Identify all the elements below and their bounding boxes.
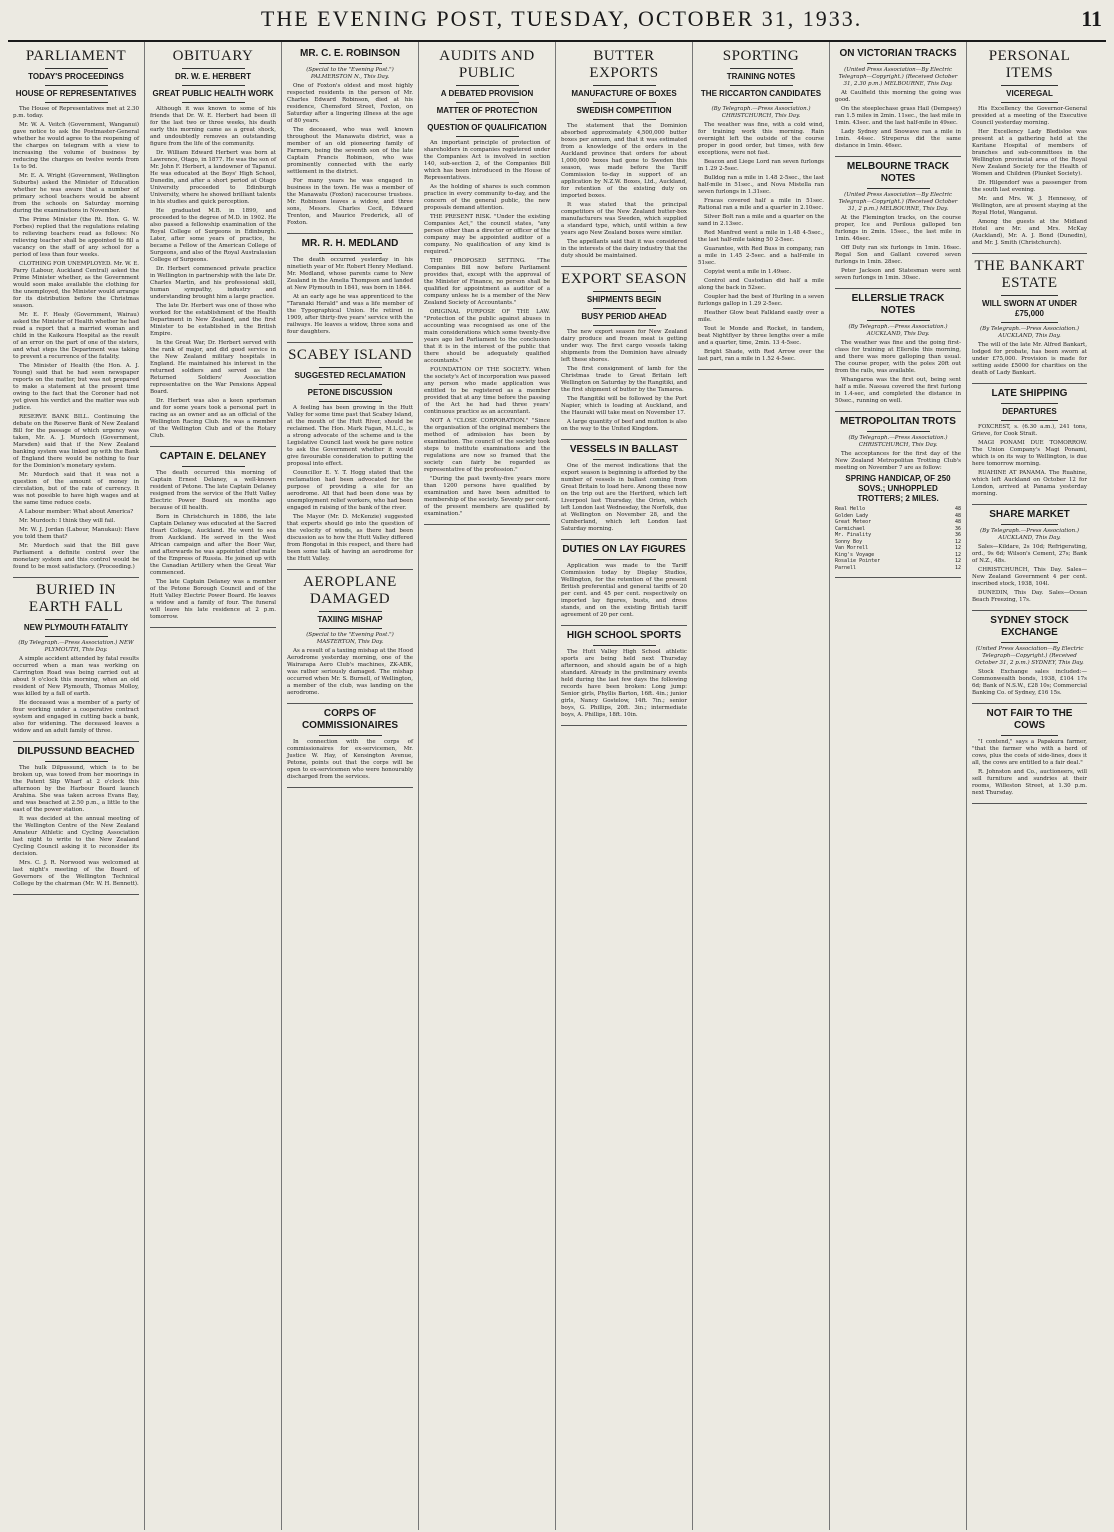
article <box>698 48 824 363</box>
headline-rule <box>45 85 108 86</box>
article-headline: MR. R. H. MEDLAND <box>301 238 399 249</box>
table-cell: 48 <box>954 512 961 519</box>
headline-rule <box>867 63 930 64</box>
article-paragraph: Bulldog ran a mile in 1.48 2-5sec., the last half-mile in 51sec., and Nova Mistella ran seven furlongs in 1.31sec. <box>698 175 824 195</box>
column <box>145 42 282 1530</box>
article-paragraph: Red Manfred went a mile in 1.48 4-5sec., the last half-mile taking 50 2-5sec. <box>698 230 824 243</box>
table-row <box>835 565 961 572</box>
article-paragraph: Mr. Murdoch said that the Bill gave Parliament a definite control over the monetary system and this control would be found to be most satisfactory. (Proceeding.) <box>13 543 139 570</box>
article-paragraph: At an early age he was apprenticed to the "Taranaki Herald" and was a life member of the Typographical Union. He retired in 1909, after thirty-five years' service with the railways. He leaves a widow, three sons and four daughters. <box>287 294 413 335</box>
headline-rule <box>1001 642 1059 643</box>
table-cell: Great Meteor <box>835 519 872 525</box>
headline-rule <box>45 619 108 620</box>
article-dateline: (By Telegraph.—Press Association.) AUCKLAND, This Day. <box>979 326 1080 339</box>
headline-rule <box>593 325 656 326</box>
headline-rule <box>45 761 108 762</box>
column <box>419 42 556 1530</box>
article <box>835 416 961 571</box>
story-divider <box>972 383 1087 384</box>
headline-rule <box>867 320 930 321</box>
table-cell: Parnell <box>835 564 857 571</box>
article <box>287 708 413 781</box>
table-cell: 36 <box>954 525 961 532</box>
article-paragraph: "I contend," says a Papakura farmer, "that the farmer who with a herd of cows, plus the costs of side-lines, does it all, the cows are entitled to a fair deal." <box>972 739 1087 766</box>
article-headline: BURIED IN EARTH FALL <box>28 582 124 615</box>
article-headline: NOT FAIR TO THE COWS <box>986 708 1073 731</box>
article-paragraph: Mrs. C. J. R. Norwood was welcomed at last night's meeting of the Board of Governors of the Wellington Technical College by the chairman (Mr. W. H. Bennett). <box>13 860 139 887</box>
story-divider <box>972 253 1087 254</box>
article-paragraph: He graduated M.B. in 1899, and proceeded to the degree of M.D. in 1902. He also passed a fellowship examination of the Royal College of Surgeons in Edinburgh. Later, after some years of practice, he became a Fellow of the American College of Surgeons, and also of the Royal Australasian College of Surgeons. <box>150 208 276 263</box>
table-cell: 12 <box>954 551 961 558</box>
article-paragraph: As a result of a taxiing mishap at the Hood Aerodrome yesterday morning, one of the Wairarapa Aero Club's machines, ZK-ABK, was rather seriously damaged. The mishap occurred when Mr. S. Burnell, of Wellington, a member of the club, was landing on the aerodrome. <box>287 648 413 696</box>
article-paragraph: He deceased was a member of a party of four working under a cooperative contract system and engaged in cutting back a bank, also for widening. The deceased leaves a widow and an adult family of three. <box>13 700 139 734</box>
article-paragraph: The late Dr. Herbert was one of those who worked for the establishment of the Health Department in New Zealand, and the first Minister to be established in the British Empire. <box>150 303 276 337</box>
article-subhead: VICEREGAL <box>1006 89 1053 98</box>
table-cell: Carmichael <box>835 525 866 532</box>
article-headline: PARLIAMENT <box>25 48 127 64</box>
article-paragraph: Her Excellency Lady Bledisloe was present at a gathering held at the Karitane Hospital of members of branches and sub-committees in the Wellington provincial area of the Royal New Zealand Society for the Health of Women and Children (Plunket Society). <box>972 129 1087 177</box>
article-paragraph: THE PROPOSED SETTING. "The Companies Bill now before Parliament provides that, except with the approval of the Minister of Finance, no person shall be qualified for appointment as auditor of a company unless he is a member of the New Zealand Society of Accountants." <box>424 258 550 306</box>
headline-rule <box>319 628 382 629</box>
article-paragraph: One of the merest indications that the export season is beginning is afforded by the number of vessels in ballast coming from Great Britain to load here. Among these now on the trip out are the Hertford, which left Liverpool last Thursday, the Orion, which left London last Wednesday, the Norfolk, due at Wellington on November 28, and the Cumberland, which left London last Saturday morning. <box>561 463 687 532</box>
table-cell: King's Voyage <box>835 551 875 558</box>
article-headline: SHARE MARKET <box>989 509 1070 520</box>
article-paragraph: Dr. Herbert commenced private practice in Wellington in partnership with the late Dr. Charles Martin, and his professional skill, human sympathy, industry and understanding brought him a large practice. <box>150 266 276 300</box>
article-paragraph: Although it was known to some of his friends that Dr. W. E. Herbert had been ill for the last two or three weeks, his death early this morning came as a great shock, and undoubtedly removes an outstanding figure from the life of the community. <box>150 106 276 147</box>
table-cell: 12 <box>954 545 961 551</box>
headline-rule <box>319 253 382 254</box>
story-divider <box>287 342 413 343</box>
article-paragraph: The weather was fine, with a cold wind, for training work this morning. Rain overnight left the outside of the course proper in good order, but times, with few exceptions, were not fast. <box>698 122 824 156</box>
article <box>561 48 687 260</box>
article-paragraph: Mr. and Mrs. W. J. Hennessy, of Wellington, are at present staying at the Royal Hotel, Wanganui. <box>972 196 1087 216</box>
article-subhead: WILL SWORN AT UNDER £75,000 <box>982 299 1077 318</box>
article-headline: VESSELS IN BALLAST <box>569 444 679 455</box>
article-paragraph: Dr. William Edward Herbert was born at Lawrence, Otago, in 1877. He was the son of Mr. John F. Herbert, a landowner of Tapanui. He was educated at the Boys' High School, Dunedin, and after a short period at Otago University proceeded to Edinburgh University, where he showed brilliant talents in his studies and quick perception. <box>150 150 276 205</box>
article-headline: THE BANKART ESTATE <box>974 258 1085 291</box>
article <box>287 238 413 336</box>
article-headline: MR. C. E. ROBINSON <box>299 48 400 59</box>
article-dateline: (United Press Association—By Electric Telegraph—Copyright.) (Received October 31, 2.30 p.m.) MELBOURNE, This Day. <box>838 67 958 87</box>
headline-rule <box>319 735 382 736</box>
table-cell: 48 <box>954 519 961 525</box>
article-paragraph: The death occurred this morning of Captain Ernest Delaney, a well-known resident of Petone. The late Captain Delaney resigned from the service of the Hutt Valley Electric Power Board six months ago because of ill health. <box>150 470 276 511</box>
column <box>967 42 1092 1530</box>
article-paragraph: The new export season for New Zealand dairy produce and frozen meat is getting under way. The first cargo vessels taking shipments from the Dominion have already left these shores. <box>561 329 687 363</box>
story-divider <box>561 625 687 626</box>
article <box>287 574 413 697</box>
story-divider <box>972 703 1087 704</box>
article <box>561 630 687 719</box>
article-subhead: THE RICCARTON CANDIDATES <box>700 89 822 98</box>
article-dateline: (By Telegraph.—Press Association.) NEW PLYMOUTH, This Day. <box>18 640 134 653</box>
article-paragraph: It was stated that the principal competitors of the New Zealand butter-box manufacturers was Sweden, which supplied a standard type, which, until within a few years ago New Zealand boxes were similar. <box>561 202 687 236</box>
article-headline: ON VICTORIAN TRACKS <box>839 48 957 59</box>
article-paragraph: The Minister of Health (the Hon. A. J. Young) said that he had seen newspaper reports on the matter, but was not prepared to make a statement at the present time owing to the fact that the Coroner had not yet given his verdict and the matter was sub judice. <box>13 363 139 411</box>
article-paragraph: Whangaroa was the first out, being sent half a mile. Nassau covered the first furlong in 1.4-sec, and completed the distance in 50sec., running on well. <box>835 377 961 404</box>
article-paragraph: Councillor E. Y. T. Hogg stated that the reclamation had been advocated for the purpose of providing a site for an aerodrome. All that had been done was by unemployment relief workers, who had been engaged in raising of the bank of the river. <box>287 470 413 511</box>
article-paragraph: MAGI PONAMI DUE TOMORROW. The Union Company's Magi Ponami, which is on its way to Wellington, is due here tomorrow morning. <box>972 440 1087 467</box>
story-divider <box>150 627 276 628</box>
article-paragraph: Silver Bolt ran a mile and a quarter on the sand in 2.13sec. <box>698 214 824 227</box>
article-paragraph: The late Captain Delaney was a member of the Petone Borough Council and of the Hutt Valley Electric Power Board. He leaves a widow and a family of four. The funeral will leave his late residence at 2 p.m. tomorrow. <box>150 579 276 620</box>
article-paragraph: FOUNDATION OF THE SOCIETY. When the society's Act of incorporation was passed any person who made application was entitled to be registered as a member provided that at any time before the passing of the Act he had had three years' continuous practice as an accountant. <box>424 367 550 415</box>
story-divider <box>835 156 961 157</box>
story-divider <box>13 577 139 578</box>
article-paragraph: The deceased, who was well known throughout the Manawatu district, was a member of an old pioneering family of Farmers, being the seventh son of the late Captain Francis Robinson, who was prominently connected with the early settlement in the district. <box>287 127 413 175</box>
article-paragraph: CHRISTCHURCH, This Day. Sales—New Zealand Government 4 per cent. inscribed stock, 1938, 104l. <box>972 567 1087 587</box>
story-divider <box>561 439 687 440</box>
article-headline: ELLERSLIE TRACK NOTES <box>851 293 945 316</box>
story-divider <box>13 741 139 742</box>
article-headline: SPORTING <box>722 48 800 64</box>
column <box>830 42 967 1530</box>
article-dateline: (United Press Association—By Electric Telegraph—Copyright.) (Received October 31, 2 p.m.) MELBOURNE, This Day. <box>838 192 958 212</box>
headline-rule <box>730 102 793 103</box>
article-paragraph: On the steeplechase grass Hail (Dempsey) ran 1.5 miles in 2min. 11sec., the last mile in 1min. 43sec. and the last half-mile in 49sec. <box>835 106 961 126</box>
column <box>282 42 419 1530</box>
article-paragraph: For many years he was engaged in business in the town. He was a member of the Manawatu (Foxton) racecourse trustees. Mr. Robinson leaves a widow, and three sons, Messrs. Charles Cecil, Edward Trenton, and Maurice Frederick, all of Foxton. <box>287 178 413 226</box>
story-divider <box>561 266 687 267</box>
article-headline: MELBOURNE TRACK NOTES <box>846 161 950 184</box>
article-paragraph: DUNEDIN, This Day. Sales—Ocean Beach Freezing, 17s. <box>972 590 1087 603</box>
masthead <box>8 6 1106 42</box>
article <box>972 258 1087 377</box>
article <box>13 582 139 735</box>
article <box>287 347 413 563</box>
article-headline: LATE SHIPPING <box>991 388 1068 399</box>
article-subhead: MATTER OF PROTECTION <box>436 106 538 115</box>
article-paragraph: Stock Exchange sales included:—Commonwealth bonds, 1938, £104 17s 6d; Bank of N.S.W., £28 10s; Commercial Banking Co. of Sydney, £16 15s. <box>972 669 1087 696</box>
article-subhead: PETONE DISCUSSION <box>307 388 393 397</box>
article-paragraph: THE PRESENT RISK. "Under the existing Companies Act," the council states, "any person other than a director or officer of the company may be appointed auditor of a company. No qualification of any kind is required." <box>424 214 550 255</box>
article-paragraph: Heather Glow beat Falkland easily over a mile. <box>698 310 824 323</box>
headline-rule <box>319 401 382 402</box>
headline-rule <box>456 136 519 137</box>
article <box>972 615 1087 697</box>
article-subhead: SUGGESTED RECLAMATION <box>294 371 406 380</box>
article <box>561 271 687 433</box>
article-paragraph: CLOTHING FOR UNEMPLOYED. Mr. W. E. Parry (Labour, Auckland Central) asked the Prime Minister whether, as the Government would soon make available the clothing for the unemployed, the Minister would arrange for its distribution before the Christmas season. <box>13 261 139 309</box>
article-paragraph: The weather was fine and the going first-class for training at Ellerslie this morning, and there was more galloping than usual. The course proper, with the poles 20ft out from the rails, was available. <box>835 340 961 374</box>
article <box>13 48 139 571</box>
table-cell: Rosalie Pointer <box>835 558 881 564</box>
article-paragraph: Bright Shade, with Red Arrow over the last part, ran a mile in 1.52 4-5sec. <box>698 349 824 362</box>
table-cell: 12 <box>954 558 961 564</box>
headline-rule <box>45 102 108 103</box>
article-paragraph: A Labour member: What about America? <box>19 509 134 515</box>
article-dateline: (By Telegraph.—Press Association.) AUCKLAND, This Day. <box>848 324 948 337</box>
article-paragraph: A large quantity of beef and mutton is also on the way to the United Kingdom. <box>561 419 687 432</box>
article-paragraph: Sales—Kildare, 2s 10d; Refrigerating, ord., 9s 6d; Wilson's Cement, 27s; Bank of N.Z., 48s. <box>972 544 1087 564</box>
headline-rule <box>593 102 656 103</box>
article-paragraph: ORIGINAL PURPOSE OF THE LAW. "Protection of the public against abuses in accounting was recognised as one of the main considerations which some twenty-five years ago led Parliament to the conclusion that it is in the interest of the public that there should be adequately qualified accountants." <box>424 309 550 364</box>
article-subhead: GREAT PUBLIC HEALTH WORK <box>152 89 274 98</box>
masthead-title: THE EVENING POST, TUESDAY, OCTOBER 31, 1933. <box>260 6 863 31</box>
article-subhead: TAXIING MISHAP <box>317 615 383 624</box>
headline-rule <box>319 384 382 385</box>
headline-rule <box>319 611 382 612</box>
headline-rule <box>1001 102 1059 103</box>
story-divider <box>835 411 961 412</box>
table-cell: Golden Lady <box>835 512 869 519</box>
article-paragraph: It was decided at the annual meeting of the Wellington Centre of the New Zealand Amateur Athletic and Cycling Association last night to write to the New Zealand Cycling Council asking it to reconsider its decision. <box>13 816 139 857</box>
article-subhead: DEPARTURES <box>1002 407 1057 416</box>
article-paragraph: Mr. Murdoch said that it was not a question of the amount of money in circulation, but of the rate of currency. It was not possible to have high wages and at the same time reduce costs. <box>13 472 139 506</box>
headline-rule <box>1001 524 1059 525</box>
article-paragraph: Mr. W. J. Jordan (Labour, Manukau): Have you told them that? <box>13 527 139 540</box>
article-paragraph: FOXCREST, s. (6.30 a.m.), 241 tons, Grieve, for Cook Strait. <box>972 424 1087 437</box>
article-headline: OBITUARY <box>172 48 254 64</box>
article-paragraph: Guarantee, with Red Buss in company, ran a mile in 1.45 2-5sec. and a half-mile in 51sec. <box>698 246 824 266</box>
article-paragraph: The Prime Minister (the Rt. Hon. G. W. Forbes) replied that the regulations relating to relieving teachers read as follows: No relieving teacher shall be appointed to fill a vacancy on the staff of any school for a period of less than four weeks. <box>13 217 139 258</box>
article-paragraph: Dr. Hilgendorf was a passenger from the south last evening. <box>972 180 1087 193</box>
table-title: SPRING HANDICAP, OF 250 SOVS.; UNHOPPLED TROTTERS; 2 MILES. <box>845 474 951 503</box>
story-divider <box>698 369 824 370</box>
article-subhead: TRAINING NOTES <box>726 72 796 81</box>
headline-rule <box>867 431 930 432</box>
article-headline: HIGH SCHOOL SPORTS <box>566 630 682 641</box>
columns <box>8 42 1106 1530</box>
headline-rule <box>593 119 656 120</box>
article-headline: AUDITS AND PUBLIC <box>439 48 535 81</box>
table-cell: Real Hello <box>835 506 866 512</box>
article-paragraph: The acceptances for the first day of the New Zealand Metropolitan Trotting Club's meeting on November 7 are as follow: <box>835 451 961 471</box>
headline-rule <box>182 85 245 86</box>
article-paragraph: The Hutt Valley High School athletic sports are being held next Thursday afternoon, and should again be of a high standard. Already in the preliminary events held during the last few days the following records have been broken: Long jump: Senior girls, Phyllis Barton, 16ft. 4in.; junior girls, Nancy Gostelow, 14ft. 7in.; senior boys, G. Phillips, 20ft. 3in.; intermediate boys, A. Phillips, 18ft. 10in. <box>561 649 687 718</box>
article <box>972 708 1087 797</box>
story-divider <box>561 725 687 726</box>
article-paragraph: The House of Representatives met at 2.30 p.m. today. <box>13 106 139 119</box>
article <box>835 161 961 282</box>
article <box>972 388 1087 498</box>
article <box>287 48 413 227</box>
headline-rule <box>593 645 656 646</box>
article-subhead: SHIPMENTS BEGIN <box>586 295 662 304</box>
headline-rule <box>1001 403 1059 404</box>
article-subhead: QUESTION OF QUALIFICATION <box>427 123 547 132</box>
article-paragraph: Born in Christchurch in 1886, the late Captain Delaney was educated at the Sacred Heart College, Auckland. He went to sea from Auckland. He served in the West African campaign and after the Boer War, and afterwards he was appointed chief mate of the Empress of Russia. He joined up with the Canadian Artillery when the Great War commenced. <box>150 514 276 576</box>
article-paragraph: Peter Jackson and Statesman were sent seven furlongs in 1min. 30sec. <box>835 268 961 281</box>
article-subhead: DR. W. E. HERBERT <box>174 72 251 81</box>
headline-rule <box>456 119 519 120</box>
article-paragraph: His Excellency the Governor-General presided at a meeting of the Executive Council yesterday morning. <box>972 106 1087 126</box>
article-dateline: (United Press Association—By Electric Telegraph—Copyright.) (Received October 31, 2 p.m.) SYDNEY, This Day. <box>975 646 1084 666</box>
headline-rule <box>182 68 245 69</box>
page-number: 11 <box>1081 6 1102 31</box>
headline-rule <box>730 68 793 69</box>
article-dateline: (Special to the "Evening Post.") MASTERTON, This Day. <box>306 632 394 645</box>
story-divider <box>287 233 413 234</box>
article-dateline: (By Telegraph.—Press Association.) CHRISTCHURCH, This Day. <box>848 435 948 448</box>
article-paragraph: At Caulfield this morning the going was good. <box>835 90 961 103</box>
article-paragraph: "During the past twenty-five years more than 1200 persons have qualified by examination and have been admitted to membership of the society. Seventy per cent. of the present members are qualified by examination." <box>424 476 550 517</box>
article-headline: DUTIES ON LAY FIGURES <box>562 544 686 555</box>
article <box>972 48 1087 247</box>
article-paragraph: In connection with the corps of commissionaires for ex-servicemen, Mr. Justice W. Hay, of Kensington Avenue, Petone, points out that the corps will be open to ex-servicemen who were honourably discharged from the services. <box>287 739 413 780</box>
article-paragraph: Among the guests at the Midland Hotel are Mr. and Mrs. McKay (Auckland), Mr. A. J. Bond (Dunedin), and Mr. J. Smith (Christchurch). <box>972 219 1087 246</box>
table-cell: 12 <box>954 564 961 571</box>
article <box>150 451 276 621</box>
table-cell: 12 <box>954 538 961 545</box>
headline-rule <box>1001 322 1059 323</box>
headline-rule <box>456 102 519 103</box>
story-divider <box>150 446 276 447</box>
headline-rule <box>456 85 519 86</box>
table-cell: Van Morrell <box>835 545 869 551</box>
headline-rule <box>593 559 656 560</box>
article-paragraph: Off Duty ran six furlongs in 1min. 16sec. Regal Son and Gallant covered seven furlongs in 1min. 28sec. <box>835 245 961 265</box>
article <box>150 48 276 440</box>
headline-rule <box>1001 420 1059 421</box>
article-headline: CORPS OF COMMISSIONAIRES <box>301 708 399 731</box>
headline-rule <box>1001 295 1059 296</box>
headline-rule <box>45 636 108 637</box>
article-headline: AEROPLANE DAMAGED <box>303 574 397 607</box>
article-paragraph: Dr. Herbert was also a keen sportsman and for some years took a personal part in racing as an owner and as an official of the Wellington Racing Club. He was a member of the Wellington Club and of the Rotary Club. <box>150 398 276 439</box>
article <box>835 293 961 405</box>
story-divider <box>287 569 413 570</box>
article-headline: METROPOLITAN TROTS <box>840 416 956 427</box>
article-paragraph: Control and Custodian did half a mile along the back in 52sec. <box>698 278 824 291</box>
headline-rule <box>319 367 382 368</box>
column <box>693 42 830 1530</box>
article-subhead: HOUSE OF REPRESENTATIVES <box>15 89 137 98</box>
story-divider <box>424 524 550 525</box>
article-paragraph: Lady Sydney and Snowave ran a mile in 1min. 44sec. Streperus did the same distance in 1min. 46sec. <box>835 129 961 149</box>
headline-rule <box>182 102 245 103</box>
article-subhead: SWEDISH COMPETITION <box>576 106 672 115</box>
story-divider <box>835 577 961 578</box>
article-paragraph: The statement that the Dominion absorbed approximately 4,500,000 butter boxes per annum, and that it was estimated from a knowledge of the orders in the Auckland province that orders for about 1,000,000 boxes had gone to Sweden this season, was made before the Tariff Commission to-day in support of an application by N.Z.W. Boxes, Ltd., Auckland, for retention of the existing duty on imported boxes. <box>561 123 687 199</box>
story-divider <box>972 610 1087 611</box>
article-paragraph: As the holding of shares is such common practice in every community to-day, and the concern of the general public, the new proposals demand attention. <box>424 184 550 211</box>
article-paragraph: A simple accident attended by fatal results occurred when a man was working on Carrington Road was being carried out at about 9 o'clock this morning, when an old resident of New Plymouth, Thomas Molloy, was killed by a fall of earth. <box>13 656 139 697</box>
story-divider <box>835 288 961 289</box>
headline-rule <box>593 85 656 86</box>
story-divider <box>972 504 1087 505</box>
article-paragraph: A feeling has been growing in the Hutt Valley for some time past that Scabey Island, at the mouth of the Hutt River, should be reclaimed. The Hon. Mark Fagan, M.L.C., is a strong advocate of the scheme and is the Legislative Council last week he gave notice to ask the Government whether it would give favourable consideration to putting the proposal into effect. <box>287 405 413 467</box>
article-paragraph: The death occurred yesterday in his ninetieth year of Mr. Robert Henry Medland. Mr. Medland, whose parents came to New Zealand in the Amelia Thompson and landed at New Plymouth in 1841, was born in 1844. <box>287 257 413 291</box>
article-headline: DILPUSSUND BEACHED <box>17 746 135 757</box>
table-cell: 48 <box>954 506 961 512</box>
column <box>8 42 145 1530</box>
table-cell: Sonny Boy <box>835 538 863 545</box>
article <box>13 746 139 888</box>
headline-rule <box>593 291 656 292</box>
article-headline: BUTTER EXPORTS <box>589 48 659 81</box>
article-headline: SCABEY ISLAND <box>288 347 412 363</box>
article-paragraph: The Mayor (Mr. D. McKenzie) suggested that experts should go into the question of the velocity of winds, as there had been discussion as to how the Hutt Valley differed from Rongotai in this respect, and there had been some talk of having an aerodrome for the Hutt Valley. <box>287 514 413 562</box>
article <box>561 544 687 619</box>
article-subhead: NEW PLYMOUTH FATALITY <box>23 623 129 632</box>
article-paragraph: At the Flemington tracks, on the course proper, Ice and Perilous galloped ten furlongs in 2min. 15sec., the last mile in 1min. 46sec. <box>835 215 961 242</box>
article-paragraph: Mr. E. F. Healy (Government, Wairau) asked the Minister of Health whether he had read a report that a married woman and child in the Kaikoura Hospital as the result of an error on the part of one of the sisters, and what steps the Department was taking to prevent a recurrence of the fatality. <box>13 312 139 360</box>
article-paragraph: Mr. W. A. Veitch (Government, Wanganui) gave notice to ask the Postmaster-General whether he would agree to the reopening of the charges on telegram with a view to increasing the volume of business by reducing the charges on twelve words from 1s to 9d. <box>13 122 139 170</box>
article-paragraph: The Rangitiki will be followed by the Port Napier, which is loading at Auckland, and the Hauraki will take meat on November 17. <box>561 396 687 416</box>
article-paragraph: In the Great War, Dr. Herbert served with the rank of major, and did good service in the New Zealand military hospitals in England. He maintained his interest in the returned soldiers and served as the Returned Soldiers' Association representative on the War Pensions Appeal Board. <box>150 340 276 395</box>
article-paragraph: Tout le Monde and Rocket, in tandem, beat Nightflyer by three lengths over a mile and a quarter, time, 2min. 13 4-5sec. <box>698 326 824 346</box>
headline-rule <box>730 85 793 86</box>
article <box>424 48 550 518</box>
article-headline: SYDNEY STOCK EXCHANGE <box>990 615 1069 638</box>
headline-rule <box>1001 85 1059 86</box>
article-paragraph: Copyist went a mile in 1.49sec. <box>704 269 792 275</box>
article-paragraph: Fracas covered half a mile in 51sec. Rational ran a mile and a quarter in 2.10sec. <box>698 198 824 211</box>
headline-rule <box>867 188 930 189</box>
article-headline: CAPTAIN E. DELANEY <box>159 451 267 462</box>
headline-rule <box>593 459 656 460</box>
article-paragraph: An important principle of protection of shareholders in companies registered under the Companies Act is involved in section 140, sub-section 2, of the Companies Bill which has been introduced in the House of Representatives. <box>424 140 550 181</box>
article-dateline: (By Telegraph.—Press Association.) CHRISTCHURCH, This Day. <box>711 106 811 119</box>
headline-rule <box>45 68 108 69</box>
article-paragraph: RESERVE BANK BILL. Continuing the debate on the Reserve Bank of New Zealand Bill for the passage of which urgency was taken, Mr. A. J. Murdoch (Government, Marsden) said that if the New Zealand banking system was linked up with the Bank of England there would be nothing to fear for the Dominion's monetary system. <box>13 414 139 469</box>
article-paragraph: Mr. Murdoch: I think they will fail. <box>19 518 116 524</box>
article-headline: EXPORT SEASON <box>561 271 687 287</box>
article-subhead: BUSY PERIOD AHEAD <box>581 312 667 321</box>
table-cell: Mr. Finality <box>835 532 872 538</box>
article <box>835 48 961 150</box>
article-paragraph: The will of the late Mr. Alfred Bankart, lodged for probate, has been sworn at under £75,000. Provision is made for setting aside £5000 for charities on the death of Lady Bankart. <box>972 342 1087 376</box>
article-subhead: MANUFACTURE OF BOXES <box>571 89 677 98</box>
article <box>972 509 1087 604</box>
headline-rule <box>182 466 245 467</box>
article-paragraph: Coupler had the best of Hurling in a seven furlongs gallop in 1.29 2-5sec. <box>698 294 824 307</box>
article-paragraph: Application was made to the Tariff Commission today by Display Studios, Wellington, for the retention of the present British preferential and general tariffs of 20 per cent. and 45 per cent. respectively on imported lay figures, busts, and dress stands, and on the existing British tariff agreement of 20 per cent. <box>561 563 687 618</box>
article-subhead: TODAY'S PROCEEDINGS <box>28 72 124 81</box>
article-dateline: (Special to the "Evening Post.") PALMERSTON N., This Day. <box>306 67 394 80</box>
headline-rule <box>593 308 656 309</box>
article-paragraph: One of Foxton's oldest and most highly respected residents in the person of Mr. Charles Edward Robinson, died at his residence, Chemsford Street, Foxton, on Saturday after a lingering illness at the age of 80 years. <box>287 83 413 124</box>
article-paragraph: R. Johnston and Co., auctioneers, will sell furniture and sundries at their rooms, Willeston Street, at 1.30 p.m. next Thursday. <box>972 769 1087 796</box>
article-paragraph: Beacon and Liege Lord ran seven furlongs in 1.29 2-5sec. <box>698 159 824 172</box>
article-headline: PERSONAL ITEMS <box>988 48 1071 81</box>
story-divider <box>287 703 413 704</box>
article-paragraph: NOT A "CLOSE CORPORATION." "Since the organisation of the original members the method of admission has been by examination. The council of the society took steps to institute examinations and the regulations are now so framed that the society can fairly be regarded as representative of the profession." <box>424 418 550 473</box>
column <box>556 42 693 1530</box>
story-divider <box>972 803 1087 804</box>
article-paragraph: The hulk Dilpussund, which is to be broken up, was towed from her moorings in the Patent Slip Wharf at 2 o'clock this afternoon by the Harbour Board launch Arahina. She was taken across Evans Bay, and was beached at 2.50 p.m., a little to the east of the power station. <box>13 765 139 813</box>
article-paragraph: The first consignment of lamb for the Christmas trade to Great Britain left Wellington on Saturday by the Rangitiki, and the first shipment of butter by the Tamaroa. <box>561 366 687 393</box>
story-divider <box>287 787 413 788</box>
article-dateline: (By Telegraph.—Press Association.) AUCKLAND, This Day. <box>979 528 1080 541</box>
article <box>561 444 687 533</box>
headline-rule <box>1001 735 1059 736</box>
story-divider <box>13 894 139 895</box>
article-paragraph: The appellants said that it was considered in the interests of the dairy industry that the duty should be maintained. <box>561 239 687 259</box>
article-paragraph: RUAHINE AT PANAMA. The Ruahine, which left Auckland on October 12 for London, arrived at Panama yesterday morning. <box>972 470 1087 497</box>
article-paragraph: Mr. E. A. Wright (Government, Wellington Suburbs) asked the Minister of Education whether he was aware that a number of primary school teachers would be absent from the schools on Saturday morning during the examinations in November. <box>13 173 139 214</box>
table-cell: 36 <box>954 532 961 538</box>
story-divider <box>561 539 687 540</box>
article-subhead: A DEBATED PROVISION <box>440 89 534 98</box>
headline-rule <box>319 63 382 64</box>
